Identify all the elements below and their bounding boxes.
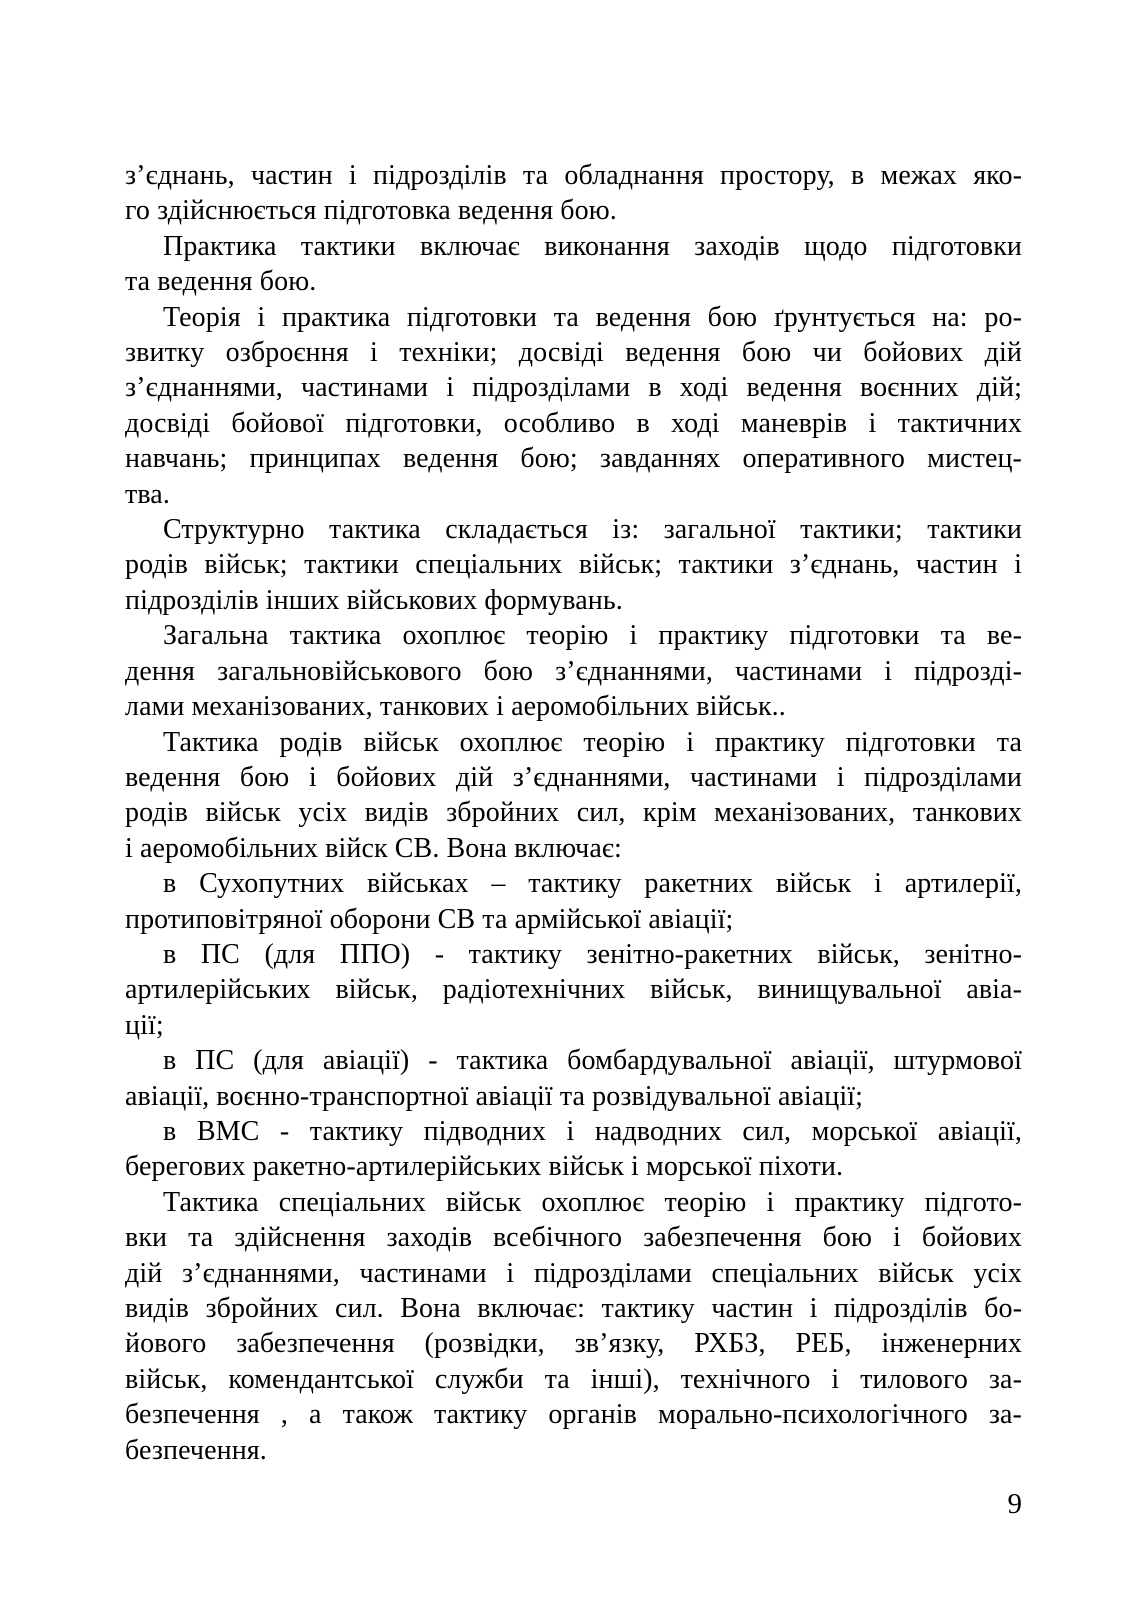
text-line: з’єднаннями, частинами і підрозділами в ході ведення воєнних дій; (125, 372, 1022, 404)
text-line: Теорія і практика підготовки та ведення бою ґрунтується на: ро- (163, 301, 1022, 333)
text-line: Тактика спеціальних військ охоплює теорію і практику підгото- (163, 1186, 1022, 1218)
text-line: видів збройних сил. Вона включає: тактику частин і підрозділів бо- (125, 1293, 1022, 1324)
text-line: в ПС (для авіації) - тактика бомбардувальної авіації, штурмової (163, 1045, 1022, 1077)
text-line: і аеромобільних війск СВ. Вона включає: (125, 832, 622, 864)
text-line: в Сухопутних військах – тактику ракетних військ і артилерії, (163, 868, 1022, 900)
text-line: вки та здійснення заходів всебічного забезпечення бою і бойових (125, 1222, 1022, 1254)
text-line: досвіді бойової підготовки, особливо в ході маневрів і тактичних (125, 407, 1022, 439)
text-line: та ведення бою. (125, 266, 317, 298)
text-line: в ВМС - тактику підводних і надводних сил, морської авіації, (163, 1115, 1022, 1147)
text-line: з’єднань, частин і підрозділів та обладнання простору, в межах яко- (125, 160, 1022, 191)
text-line: військ, комендантської служби та інші), технічного і тилового за- (125, 1363, 1022, 1395)
text-line: Загальна тактика охоплює теорію і практику підготовки та ве- (163, 620, 1022, 652)
text-line: родів військ; тактики спеціальних військ; тактики з’єднань, частин і (125, 549, 1022, 581)
page-number: 9 (1007, 1488, 1022, 1520)
text-line: дення загальновійськового бою з’єднаннями, частинами і підрозді- (125, 655, 1022, 687)
text-line: підрозділів інших військових формувань. (125, 584, 623, 616)
text-line: дій з’єднаннями, частинами і підрозділами спеціальних військ усіх (125, 1257, 1022, 1289)
text-line: в ПС (для ППО) - тактику зенітно-ракетних військ, зенітно- (163, 938, 1022, 970)
text-line: го здійснюється підготовка ведення бою. (125, 195, 617, 227)
text-line: артилерійських військ, радіотехнічних військ, винищувальної авіа- (125, 974, 1022, 1006)
text-line: авіації, воєнно-транспортної авіації та розвідувальної авіації; (125, 1080, 863, 1112)
text-line: берегових ракетно-артилерійських військ і морської піхоти. (125, 1151, 844, 1183)
text-line: Тактика родів військ охоплює теорію і практику підготовки та (163, 726, 1022, 758)
text-line: родів військ усіх видів збройних сил, крім механізованих, танкових (125, 797, 1022, 829)
text-line: безпечення. (125, 1434, 267, 1466)
text-line: тва. (125, 478, 170, 510)
text-line: Структурно тактика складається із: загальної тактики; тактики (163, 514, 1022, 546)
text-line: навчань; принципах ведення бою; завданнях оперативного мистец- (125, 443, 1022, 475)
text-line: звитку озброєння і техніки; досвіді ведення бою чи бойових дій (125, 337, 1022, 369)
text-block (125, 158, 1022, 1468)
text-line: протиповітряної оборони СВ та армійської авіації; (125, 903, 734, 935)
text-line: ції; (125, 1009, 164, 1041)
text-line: безпечення , а також тактику органів морально-психологічного за- (125, 1399, 1022, 1431)
text-line: лами механізованих, танкових і аеромобільних військ.. (125, 691, 786, 723)
text-line: Практика тактики включає виконання заходів щодо підготовки (163, 230, 1022, 262)
text-line: ведення бою і бойових дій з’єднаннями, частинами і підрозділами (125, 761, 1022, 793)
text-line: йового забезпечення (розвідки, зв’язку, РХБЗ, РЕБ, інженерних (125, 1328, 1022, 1360)
